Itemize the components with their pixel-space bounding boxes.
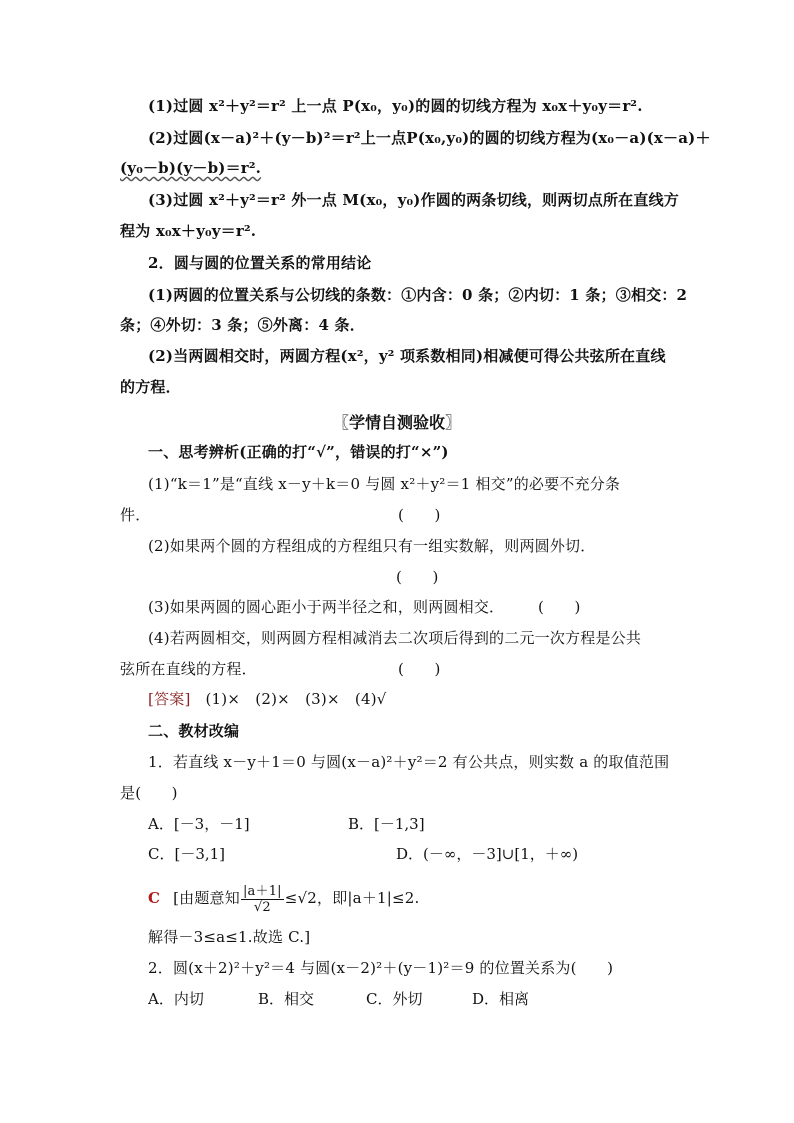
- problem-1-solution-line2: 解得－3≤a≤1.故选 C.]: [148, 928, 311, 946]
- tangent-conclusion-1: [148, 95, 643, 117]
- problem-1-solution-fraction: $\frac{|a+1|}{√2}$: [242, 883, 282, 915]
- problem-2-line1: 2．圆(x＋2)²＋y²＝4 与圆(x－2)²＋(y－1)²＝9 的位置关系为( ): [148, 959, 614, 977]
- question-1-answer-blank: ( ): [398, 506, 441, 524]
- circles-item2-line1: (2)当两圆相交时，两圆方程(x²，y² 项系数相同)相减便可得公共弦所在直线: [148, 347, 666, 365]
- question-4-answer-blank: ( ): [398, 660, 441, 678]
- tangent-conclusion-1-text: (1)过圆 x²＋y²＝r² 上一点 P(x₀，y₀)的圆的切线方程为 x₀x＋y₀y＝r².: [148, 97, 643, 115]
- problem-1-solution-suffix: ≤√2，即|a＋1|≤2.: [284, 889, 420, 907]
- answer-text: (1)× (2)× (3)× (4)√: [205, 690, 387, 708]
- problem-1-option-d: D．(－∞，－3]∪[1，＋∞): [396, 845, 579, 863]
- question-3-line1: (3)如果两圆的圆心距小于两半径之和，则两圆相交．: [148, 598, 505, 616]
- part2-heading: 二、教材改编: [148, 722, 240, 740]
- problem-2-option-b: B．相交: [258, 990, 315, 1008]
- right-bracket-icon: 〗: [445, 413, 462, 432]
- problem-1-option-a: A．[－3，－1]: [148, 815, 250, 833]
- tangent-conclusion-2-line1: (2)过圆(x－a)²＋(y－b)²＝r²上一点P(x₀,y₀)的圆的切线方程为(x₀－a)(x－a)＋: [148, 129, 711, 147]
- problem-2-option-c: C．外切: [366, 990, 423, 1008]
- tangent-conclusion-3-line1: (3)过圆 x²＋y²＝r² 外一点 M(x₀，y₀)作圆的两条切线，则两切点所在直线方: [148, 191, 679, 209]
- question-2-line1: (2)如果两个圆的方程组成的方程组只有一组实数解，则两圆外切．: [148, 537, 596, 555]
- problem-1-solution-letter: C: [148, 889, 161, 907]
- question-4-line2: 弦所在直线的方程．: [120, 660, 257, 678]
- question-4-line1: (4)若两圆相交，则两圆方程相减消去二次项后得到的二元一次方程是公共: [148, 629, 642, 647]
- tangent-conclusion-3-line2: 程为 x₀x＋y₀y＝r².: [120, 222, 257, 240]
- question-2-answer-blank: ( ): [396, 568, 439, 586]
- problem-1-solution-line1: [148, 881, 420, 915]
- left-bracket-icon: 〖: [332, 413, 349, 432]
- answer-label: [答案]: [148, 690, 191, 708]
- circles-item1-line1: (1)两圆的位置关系与公切线的条数：①内含：0 条；②内切：1 条；③相交：2: [148, 286, 688, 304]
- question-1-line2: 件．: [120, 506, 151, 524]
- question-3-answer-blank: ( ): [538, 598, 581, 616]
- problem-2-option-d: D．相离: [472, 990, 530, 1008]
- part1-heading: 一、思考辨析(正确的打“√”，错误的打“×”): [148, 443, 449, 461]
- problem-1-line2: 是( ): [120, 784, 178, 802]
- section-title: 〖学情自测验收〗: [0, 411, 794, 435]
- tangent-conclusion-2-line2: (y₀－b)(y－b)＝r².: [120, 159, 262, 177]
- circles-item1-line2: 条；④外切：3 条；⑤外离：4 条．: [120, 316, 365, 334]
- circles-item2-line2: 的方程．: [120, 378, 181, 396]
- problem-1-line1: 1．若直线 x－y＋1＝0 与圆(x－a)²＋y²＝2 有公共点，则实数 a 的取值范围: [148, 753, 670, 771]
- problem-2-option-a: A．内切: [148, 990, 204, 1008]
- problem-1-option-b: B．[－1,3]: [348, 815, 425, 833]
- question-1-line1: (1)“k＝1”是“直线 x－y＋k＝0 与圆 x²＋y²＝1 相交”的必要不充分条: [148, 475, 621, 493]
- problem-1-option-c: C．[－3,1]: [148, 845, 226, 863]
- answer-row: [148, 688, 387, 710]
- circles-heading: 2．圆与圆的位置关系的常用结论: [148, 254, 372, 272]
- problem-1-solution-prefix: [由题意知: [173, 889, 240, 907]
